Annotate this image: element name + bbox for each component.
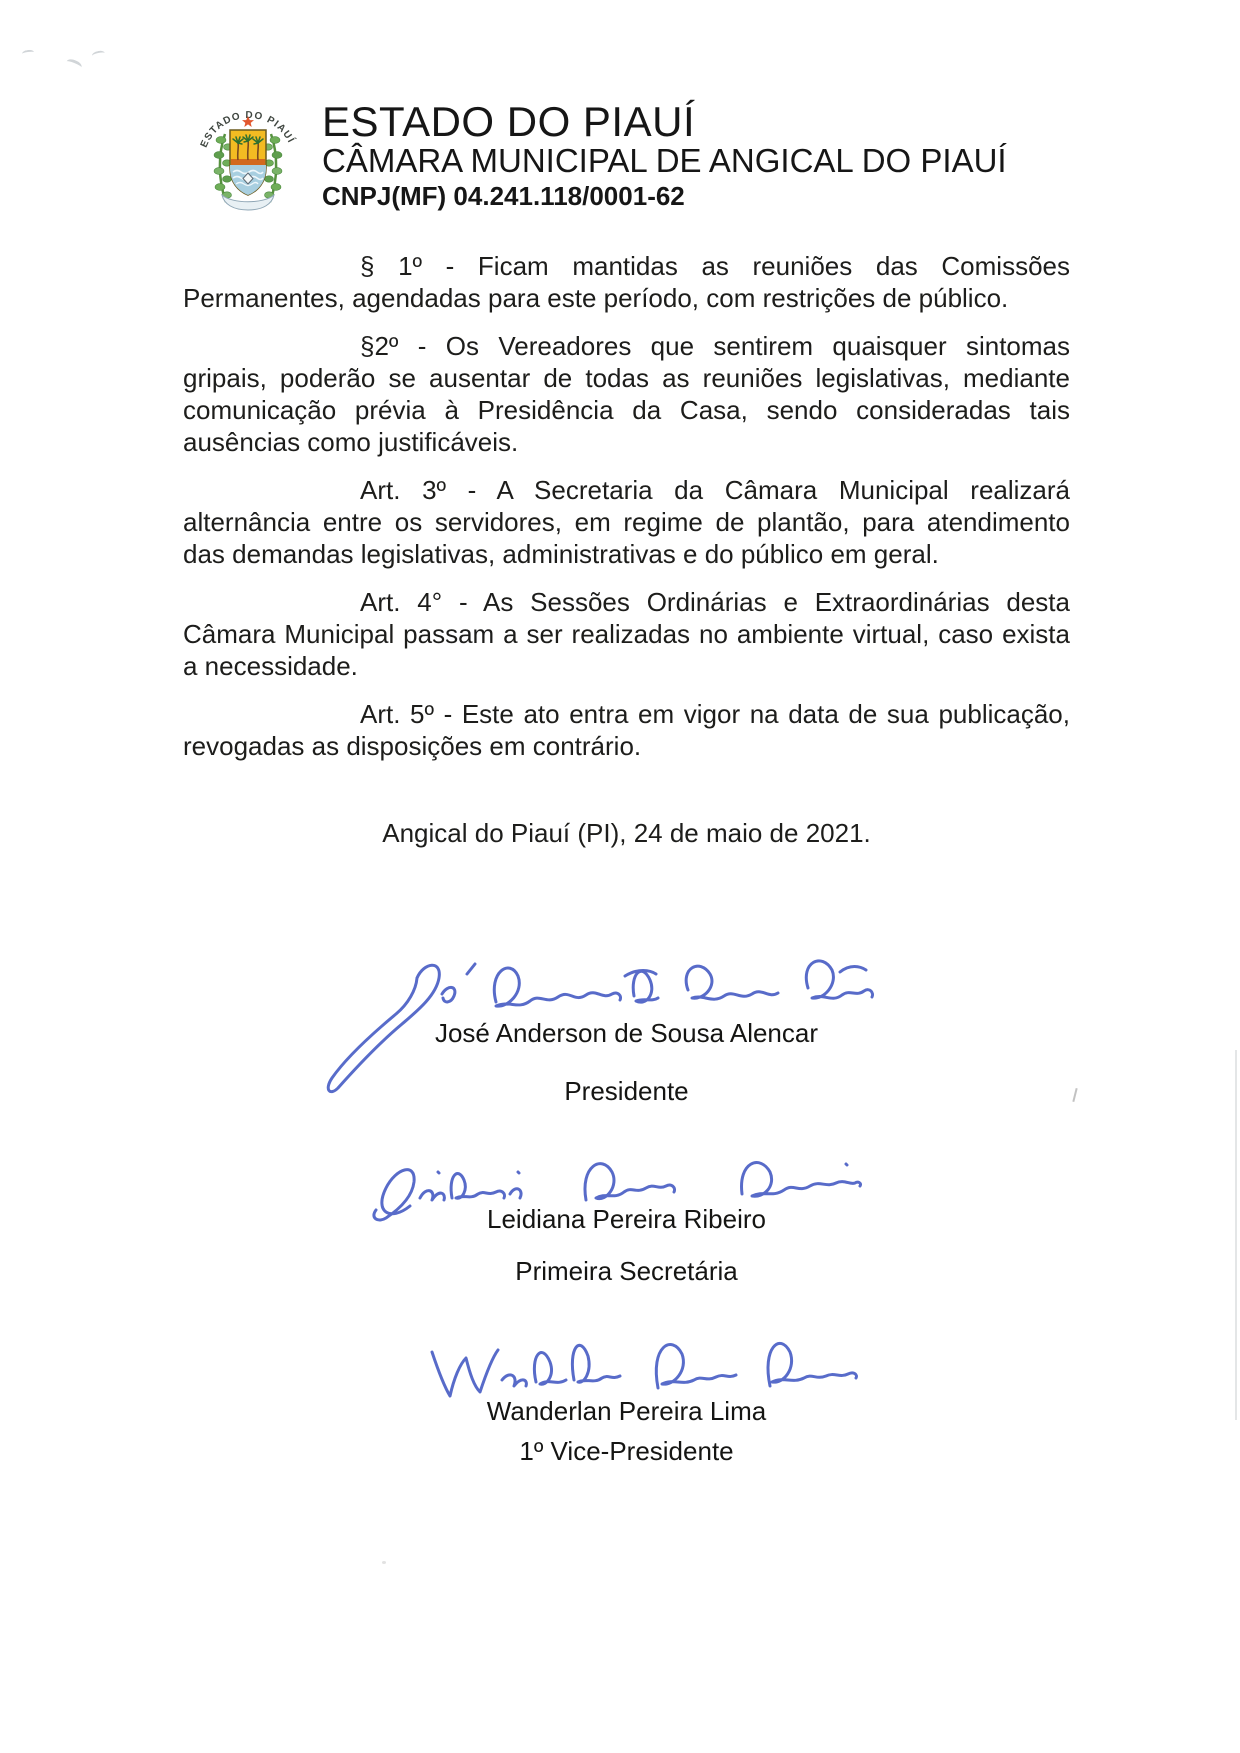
- scan-speck: [382, 1561, 386, 1564]
- signer-name-president: José Anderson de Sousa Alencar: [434, 1018, 819, 1048]
- signer-role-vice-president: 1º Vice-Presidente: [519, 1436, 734, 1466]
- scan-edge-artifact: [1235, 1050, 1237, 1420]
- paragraph-1: § 1º - Ficam mantidas as reuniões das Comissões Permanentes, agendadas para este período, com restrições de público.: [183, 251, 1070, 313]
- scan-smudge: [65, 57, 83, 71]
- signer-name-vice-president: Wanderlan Pereira Lima: [486, 1396, 767, 1426]
- scan-mark: [1072, 1088, 1077, 1102]
- signer-name-first-secretary: Leidiana Pereira Ribeiro: [487, 1204, 766, 1234]
- org-name-chamber: CÂMARA MUNICIPAL DE ANGICAL DO PIAUÍ: [322, 142, 1007, 179]
- logo-arc-text: ESTADO DO PIAUÍ: [198, 110, 297, 150]
- shield-icon: [230, 130, 266, 195]
- signer-role-first-secretary: Primeira Secretária: [515, 1256, 738, 1286]
- paragraph-5: Art. 5º - Este ato entra em vigor na data de sua publicação, revogadas as disposições em contrário.: [183, 699, 1070, 761]
- paragraph-2: §2º - Os Vereadores que sentirem quaisquer sintomas gripais, poderão se ausentar de todas as reuniões legislativas, mediante comunicação prévia à Presidência da Casa, sendo consideradas tais ausências como justificáveis.: [183, 331, 1070, 457]
- signer-role-president: Presidente: [564, 1076, 689, 1106]
- paragraph-4: Art. 4° - As Sessões Ordinárias e Extraordinárias desta Câmara Municipal passam a ser realizadas no ambiente virtual, caso exista a necessidade.: [183, 587, 1070, 681]
- place-and-date-line: Angical do Piauí (PI), 24 de maio de 2021.: [382, 818, 871, 848]
- document-body: [183, 250, 1070, 778]
- org-name-state: ESTADO DO PIAUÍ: [322, 98, 696, 145]
- coat-of-arms-piaui-icon: [192, 92, 304, 217]
- paragraph-3: Art. 3º - A Secretaria da Câmara Municipal realizará alternância entre os servidores, em regime de plantão, para atendimento das demandas legislativas, administrativas e do público em geral.: [183, 475, 1070, 569]
- scan-smudge: [22, 49, 35, 57]
- org-cnpj: CNPJ(MF) 04.241.118/0001-62: [322, 181, 685, 211]
- scan-smudge: [91, 50, 105, 60]
